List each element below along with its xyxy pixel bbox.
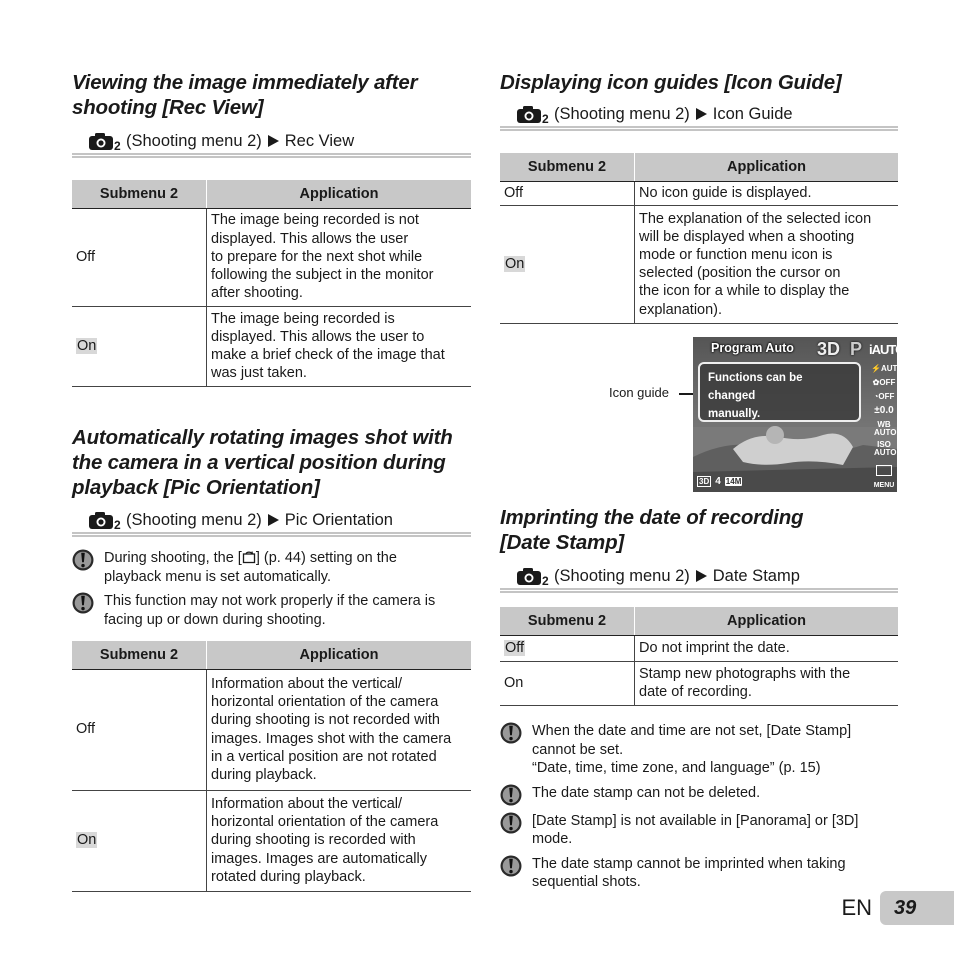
icon-guide-menu-path: 2 (Shooting menu 2) Icon Guide: [500, 103, 898, 131]
svg-text:2: 2: [542, 112, 549, 126]
table-row: On Information about the vertical/ horizontal orientation of the camera during shooting is recorded with images. Images are automatically rotated during playback.: [72, 791, 471, 892]
iauto-label: iAUTO: [869, 342, 905, 357]
rec-view-table: Submenu 2 Application Off The image being recorded is not displayed. This allows the user to prepare for the next shot while following the subject in the monitor after shooting. On The image being recorded is displayed. This allows the user to make a brief check of the image that was just taken.: [72, 180, 471, 387]
svg-text:2: 2: [114, 518, 121, 532]
caution-note: The date stamp can not be deleted.: [500, 784, 898, 806]
menu-label: MENU: [873, 482, 895, 489]
icon-guide-title: Displaying icon guides [Icon Guide]: [500, 71, 842, 94]
language-code: EN: [841, 895, 872, 920]
caution-note: When the date and time are not set, [Date Stamp] cannot be set. “Date, time, time zone, and language” (p. 15): [500, 722, 898, 778]
rotate-playback-icon: [242, 550, 256, 564]
pic-orientation-menu-path: 2 (Shooting menu 2) Pic Orientation: [72, 509, 471, 537]
caution-icon: [72, 592, 94, 614]
caution-icon: [500, 784, 522, 806]
caution-note: The date stamp cannot be imprinted when taking sequential shots.: [500, 855, 898, 892]
caution-icon: [500, 812, 522, 834]
camera-menu-2-icon: [88, 132, 124, 153]
arrow-right-icon: [268, 514, 279, 526]
right-column: [500, 70, 898, 324]
date-stamp-menu-path: 2 (Shooting menu 2) Date Stamp: [500, 565, 898, 593]
arrow-right-icon: [696, 570, 707, 582]
camera-screen-figure: [693, 337, 905, 492]
arrow-right-icon: [268, 135, 279, 147]
icon-guide-table: Submenu 2 Application Off No icon guide is displayed. On The explanation of the selected icon will be displayed when a shooting mode or function menu icon is selected (position the cursor on the icon for a while to display the explanation).: [500, 153, 898, 324]
pic-orientation-table: Submenu 2 Application Off Information about the vertical/ horizontal orientation of the camera during shooting is not recorded with images. Images shot with the camera in a vertical position are not rotated during playback. On Information about the vertical/ horizontal orientation of the camera during shooting is recorded with images. Images are automatically rotated during playback.: [72, 641, 471, 892]
camera-menu-2-icon: [516, 567, 552, 588]
icon-guide-message: Functions can be changed manually.: [698, 362, 861, 422]
date-stamp-title: Imprinting the date of recording [Date Stamp]: [500, 506, 804, 554]
caution-icon: [500, 722, 522, 744]
caution-note: This function may not work properly if the camera is facing up or down during shooting.: [72, 592, 471, 629]
caution-icon: [500, 855, 522, 877]
self-timer-off-icon: ◔OFF: [873, 392, 895, 401]
bottom-status: [697, 476, 742, 487]
arrow-right-icon: [696, 108, 707, 120]
rec-view-title: Viewing the image immediately after shooting [Rec View]: [72, 71, 418, 119]
badge-3d: 3D: [817, 339, 841, 359]
macro-off-icon: ✿OFF: [872, 378, 896, 387]
table-row: Off The image being recorded is not displayed. This allows the user to prepare for the next shot while following the subject in the monitor after shooting.: [72, 209, 471, 307]
caution-note: [Date Stamp] is not available in [Panorama] or [3D] mode.: [500, 812, 898, 849]
table-row: Off No icon guide is displayed.: [500, 182, 898, 206]
badge-p: P: [850, 339, 863, 359]
svg-text:2: 2: [542, 574, 549, 588]
right-icon-strip: [871, 361, 904, 490]
flash-auto-icon: ⚡AUTO: [871, 364, 904, 373]
page-number: 39: [880, 891, 954, 925]
table-row: On Stamp new photographs with the date of recording.: [500, 662, 898, 706]
iso-auto-icon: ISO AUTO: [874, 440, 897, 457]
image-size-icon: 14M: [725, 477, 742, 486]
table-row: Off Information about the vertical/ horizontal orientation of the camera during shooting is not recorded with images. Images shot with the camera in a vertical position are not rotated during playback.: [72, 670, 471, 791]
camera-menu-2-icon: [88, 511, 124, 532]
caution-icon: [72, 549, 94, 571]
shots-count: 4: [715, 476, 721, 487]
svg-text:2: 2: [114, 139, 121, 153]
left-column: [72, 70, 471, 892]
icon-guide-callout-label: Icon guide: [609, 385, 669, 400]
caution-note: During shooting, the [ ] (p. 44) setting on the playback menu is set automatically.: [72, 549, 471, 586]
rec-view-menu-path: 2 (Shooting menu 2) Rec View: [72, 130, 471, 158]
aspect-icon: [876, 465, 892, 476]
table-row: Off Do not imprint the date.: [500, 636, 898, 662]
table-row: On The explanation of the selected icon will be displayed when a shooting mode or function menu icon is selected (position the cursor on the icon for a while to display the explanation).: [500, 206, 898, 324]
date-stamp-table: Submenu 2 Application Off Do not imprint the date. On Stamp new photographs with the date of recording.: [500, 607, 898, 706]
mode-label: Program Auto: [711, 341, 794, 355]
3d-mode-icon: 3D: [699, 477, 710, 486]
pic-orientation-title: Automatically rotating images shot with the camera in a vertical position during playback [Pic Orientation]: [72, 426, 453, 499]
camera-menu-2-icon: [516, 105, 552, 126]
wb-auto-icon: WB AUTO: [874, 420, 897, 437]
date-stamp-section: [500, 505, 898, 892]
page-footer: [841, 891, 954, 925]
table-row: On The image being recorded is displayed. This allows the user to make a brief check of the image that was just taken.: [72, 307, 471, 387]
exposure-value: ±0.0: [874, 405, 894, 416]
